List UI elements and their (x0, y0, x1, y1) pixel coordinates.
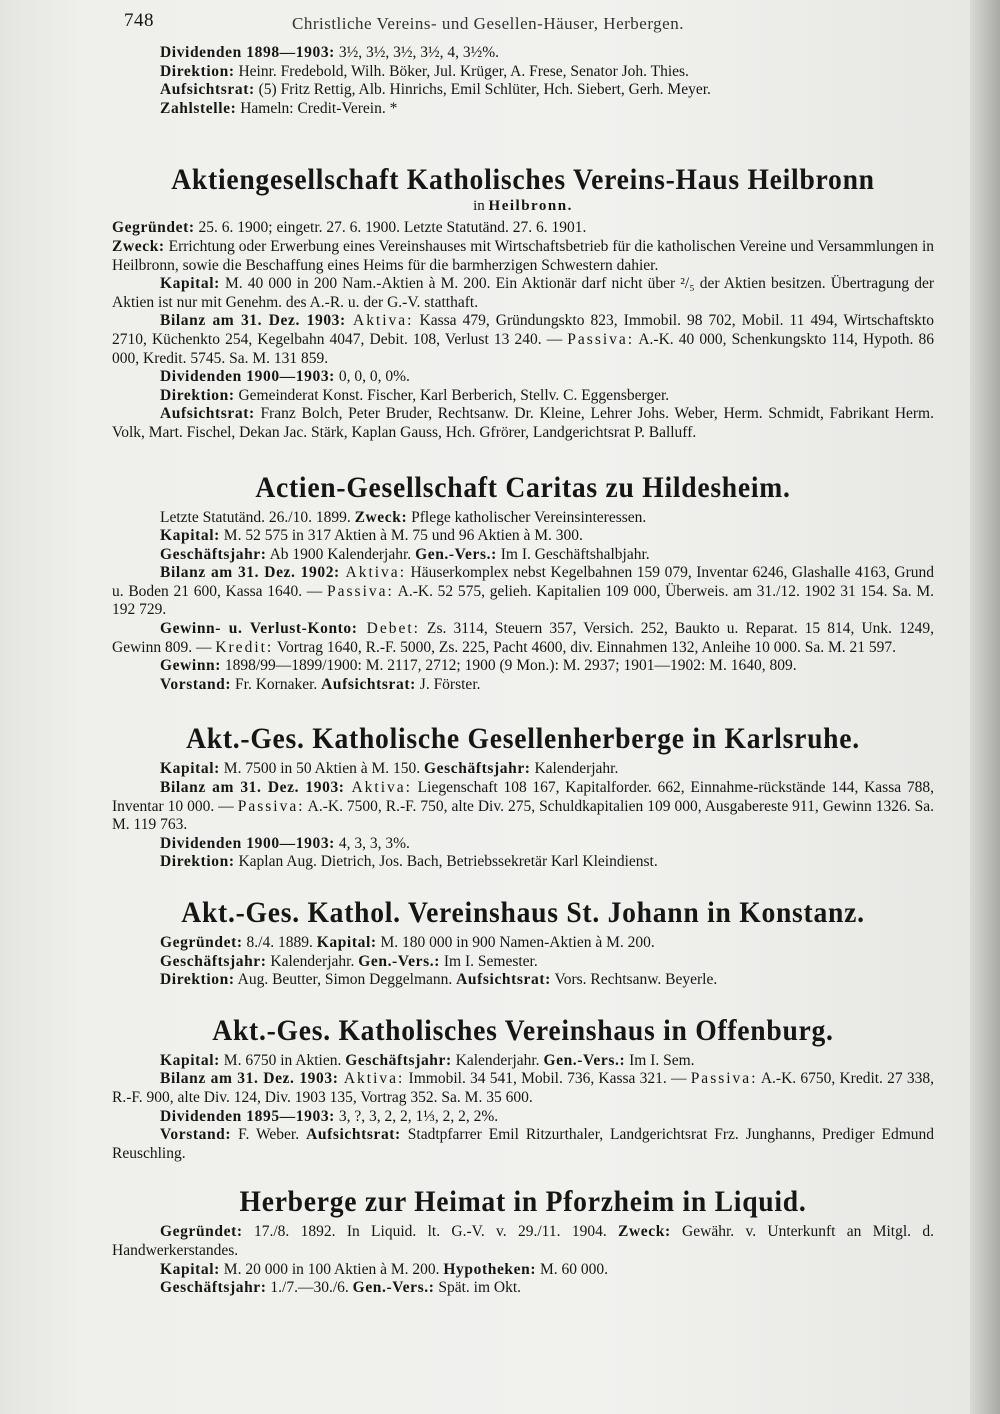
spaced-label: Aktiva: (338, 1070, 405, 1088)
field-label: Direktion: (160, 62, 235, 80)
field-text: Gewähr. v. Unterkunft an Mitgl. d. Handwerkerstandes. (112, 1223, 934, 1259)
field-text: M. 6750 in Aktien. (219, 1051, 346, 1069)
entry-paragraph (112, 676, 934, 695)
entry-paragraph (112, 853, 934, 872)
entry-paragraph (112, 835, 934, 854)
field-text: 1./7.—30./6. (266, 1279, 353, 1297)
entry-paragraph (112, 1223, 934, 1260)
field-label: Kapital: (160, 760, 220, 778)
field-label: Kapital: (316, 934, 377, 951)
entry-paragraph (112, 1070, 934, 1107)
spaced-label: Debet: (357, 620, 420, 638)
field-label: Bilanz am 31. Dez. 1903: (160, 312, 346, 330)
field-text: M. 180 000 in 900 Namen-Aktien à M. 200. (376, 934, 655, 951)
entry-paragraph (112, 368, 934, 387)
field-label: Zweck: (112, 237, 165, 255)
field-label: Zweck: (618, 1223, 671, 1241)
field-label: Geschäftsjahr: (160, 1279, 267, 1297)
entry-paragraph (112, 546, 934, 565)
entry-pforzheim (112, 1185, 934, 1297)
field-text: Kalenderjahr. (530, 760, 619, 778)
field-text: Im I. Semester. (440, 952, 538, 970)
entry-hameln-continued (112, 44, 934, 118)
field-text: A.-K. 7500, R.-F. 750, alte Div. 275, Schuldkapitalien 109 000, Ausgabereste 911, Gewinn 1326. Sa. M. 119 763. (112, 797, 935, 834)
field-text: 1898/99—1899/1900: M. 2117, 2712; 1900 (9 Mon.): M. 2937; 1901—1902: M. 1640, 809. (221, 657, 797, 675)
entry-konstanz (112, 896, 934, 990)
field-text: Kalenderjahr. (451, 1051, 544, 1069)
entry-title: Actien-Gesellschaft Caritas zu Hildesheim. (255, 470, 791, 504)
entry-paragraph (112, 405, 934, 442)
field-text: (5) Fritz Rettig, Alb. Hinrichs, Emil Schlüter, Hch. Siebert, Gerh. Meyer. (254, 81, 711, 99)
field-text: M. 52 575 in 317 Aktien à M. 75 und 96 Aktien à M. 300. (219, 527, 583, 545)
subtitle-place: Heilbronn. (488, 198, 573, 215)
field-label: Bilanz am 31. Dez. 1902: (160, 564, 340, 582)
entry-title: Akt.-Ges. Kathol. Vereinshaus St. Johann in Konstanz. (181, 896, 865, 929)
field-text: Liegenschaft 108 167, Kapitalforder. 662, Einnahme-rückstände 144, Kassa 788, Inventar 10 000. — (112, 779, 934, 815)
field-label: Kapital: (160, 275, 220, 293)
entry-paragraph (112, 953, 934, 972)
field-text: 4, 3, 3, 3%. (334, 834, 410, 852)
entry-paragraph (112, 1126, 934, 1163)
spaced-label: Passiva: (237, 797, 305, 815)
field-label: Zahlstelle: (160, 99, 237, 117)
field-text: A.-K. 52 575, gelieh. Kapitalien 109 000, Überweis. am 31./12. 1902 31 154. Sa. M. 192 729. (112, 582, 934, 619)
field-text: 0, 0, 0, 0%. (334, 368, 410, 386)
spaced-label: Passiva: (690, 1070, 758, 1088)
field-label: Kapital: (160, 1260, 220, 1278)
field-label: Aufsichtsrat: (321, 675, 416, 693)
entry-paragraph (112, 620, 934, 657)
field-label: Aufsichtsrat: (160, 81, 255, 99)
field-label: Dividenden 1900—1903: (160, 834, 335, 852)
field-label: Gen.-Vers.: (543, 1051, 626, 1069)
field-text: F. Weber. (231, 1126, 307, 1144)
field-label: Aufsichtsrat: (160, 405, 255, 423)
field-label: Kapital: (160, 527, 220, 545)
entry-paragraph (112, 100, 934, 119)
field-label: Aufsichtsrat: (456, 971, 551, 989)
entry-paragraph (112, 527, 934, 546)
field-label: Geschäftsjahr: (160, 952, 267, 970)
field-label: Gen.-Vers.: (415, 545, 497, 563)
spaced-label: Aktiva: (345, 312, 414, 330)
field-label: Hypotheken: (443, 1260, 537, 1278)
field-text: 25. 6. 1900; eingetr. 27. 6. 1900. Letzte Statutänd. 27. 6. 1901. (194, 219, 587, 237)
entry-paragraph (112, 387, 934, 406)
field-text: Vors. Rechtsanw. Beyerle. (550, 971, 718, 989)
entry-paragraph (112, 1108, 934, 1127)
field-text: Aug. Beutter, Simon Deggelmann. (234, 971, 457, 989)
spaced-label: Aktiva: (344, 779, 412, 797)
field-text: Errichtung oder Erwerbung eines Vereinshauses mit Wirtschaftsbetrieb für die katholischen Vereine und Versammlungen in Heilbronn, sowie die Beschaffung eines Heims für die barmherzigen Schwestern dahier. (112, 237, 934, 274)
field-label: Zweck: (354, 508, 408, 526)
entry-karlsruhe (112, 722, 934, 872)
field-text: J. Förster. (415, 675, 481, 693)
entry-paragraph (112, 219, 934, 238)
running-title: Christliche Vereins- und Gesellen-Häuser, Herbergen. (292, 14, 684, 33)
entry-paragraph (112, 312, 934, 368)
field-label: Bilanz am 31. Dez. 1903: (160, 1070, 339, 1088)
field-label: Direktion: (160, 853, 235, 871)
field-text: 3, ?, 3, 2, 2, 1⅓, 2, 2, 2%. (334, 1107, 499, 1125)
field-text: Häuserkomplex nebst Kegelbahnen 159 079, Inventar 6246, Glashalle 4163, Grund u. Boden 21 600, Kassa 1640. — (112, 564, 934, 600)
field-text: Vortrag 1640, R.-F. 5000, Zs. 225, Pacht 4600, div. Einnahmen 132, Anleihe 10 000. Sa. M. 21 597. (273, 638, 896, 656)
field-text: M. 20 000 in 100 Aktien à M. 200. (219, 1260, 444, 1278)
field-text: Pflege katholischer Vereinsinteressen. (407, 508, 647, 526)
field-text: Kassa 479, Gründungskto 823, Immobil. 98 702, Mobil. 11 494, Wirtschaftskto 2710, Küchenkto 254, Kegelbahn 4047, Debit. 108, Verlust 13 240. — (112, 312, 934, 348)
field-text: M. 7500 in 50 Aktien à M. 150. (219, 760, 425, 778)
field-text: Franz Bolch, Peter Bruder, Rechtsanw. Dr. Kleine, Lehrer Johs. Weber, Herm. Schmidt, Fabrikant Herm. Volk, Mart. Fischel, Dekan Jac. Stärk, Kaplan Gauss, Hch. Gfrörer, Landgerichtsrat P. Balluff. (112, 405, 934, 441)
entry-paragraph (112, 1261, 934, 1280)
field-label: Geschäftsjahr: (160, 545, 267, 563)
entry-paragraph (112, 657, 934, 676)
field-label: Aufsichtsrat: (306, 1126, 401, 1144)
field-label: Gewinn: (160, 657, 222, 675)
spaced-label: Passiva: (327, 582, 394, 600)
page-number: 748 (124, 10, 154, 31)
field-label: Gewinn- u. Verlust-Konto: (160, 620, 358, 638)
field-text: Gemeinderat Konst. Fischer, Karl Berberich, Stellv. C. Eggensberger. (234, 386, 670, 404)
field-label: Dividenden 1895—1903: (160, 1107, 335, 1125)
field-text: 17./8. 1892. In Liquid. lt. G.-V. v. 29./11. 1904. (242, 1223, 619, 1241)
entry-paragraph (112, 760, 934, 779)
field-label: Gen.-Vers.: (358, 952, 441, 970)
field-label: Dividenden 1898—1903: (160, 44, 335, 61)
field-text: Im I. Geschäftshalbjahr. (496, 545, 650, 563)
entry-title: Akt.-Ges. Katholische Gesellenherberge in Karlsruhe. (186, 722, 860, 756)
field-label: Vorstand: (160, 675, 232, 693)
entry-paragraph (112, 275, 934, 312)
field-label: Direktion: (160, 386, 235, 404)
field-text: Fr. Kornaker. (231, 675, 322, 693)
field-label: Kapital: (160, 1051, 220, 1069)
field-text: 3½, 3½, 3½, 3½, 4, 3½%. (334, 44, 499, 61)
field-text: Immobil. 34 541, Mobil. 736, Kassa 321. — (404, 1070, 691, 1088)
field-text: A.-K. 6750, Kredit. 27 338, R.-F. 900, alte Div. 124, Div. 1903 135, Vortrag 352. Sa. M. 35 600. (112, 1070, 934, 1106)
entry-paragraph (112, 238, 934, 275)
field-text: Ab 1900 Kalenderjahr. (266, 545, 416, 563)
field-text: Kalenderjahr. (266, 952, 359, 970)
field-text: Kaplan Aug. Dietrich, Jos. Bach, Betriebssekretär Karl Kleindienst. (234, 853, 658, 871)
field-label: Gegründet: (160, 1223, 243, 1241)
entry-subtitle (112, 197, 934, 215)
entry-hildesheim (112, 471, 934, 695)
entry-heilbronn (112, 163, 934, 442)
field-text: A.-K. 40 000, Schenkungskto 114, Hypoth. 86 000, Kredit. 5745. Sa. M. 131 859. (112, 330, 935, 367)
page-header (112, 8, 934, 44)
field-text: Letzte Statutänd. 26./10. 1899. (160, 508, 355, 526)
field-label: Dividenden 1900—1903: (160, 368, 335, 386)
spaced-label: Passiva: (567, 330, 635, 348)
entry-offenburg (112, 1014, 934, 1164)
field-label: Geschäftsjahr: (424, 760, 531, 778)
field-label: Direktion: (160, 971, 235, 989)
entry-paragraph (112, 1052, 934, 1071)
entry-paragraph (112, 63, 934, 82)
entry-paragraph (112, 564, 934, 620)
field-text: Zs. 3114, Steuern 357, Versich. 252, Baukto u. Reparat. 15 814, Unk. 1249, Gewinn 809. — (112, 620, 934, 656)
field-text: Heinr. Fredebold, Wilh. Böker, Jul. Krüger, A. Frese, Senator Joh. Thies. (234, 62, 689, 80)
field-label: Vorstand: (160, 1126, 232, 1144)
field-label: Geschäftsjahr: (345, 1051, 452, 1069)
entry-paragraph (112, 81, 934, 100)
entry-paragraph (112, 44, 934, 63)
entry-title: Herberge zur Heimat in Pforzheim in Liquid. (239, 1185, 807, 1219)
entry-paragraph (112, 509, 934, 528)
field-label: Gen.-Vers.: (352, 1279, 435, 1297)
field-text: Spät. im Okt. (434, 1279, 522, 1297)
field-text: Im I. Sem. (625, 1051, 695, 1069)
field-label: Gegründet: (112, 219, 195, 237)
entry-paragraph (112, 779, 934, 835)
field-text: M. 40 000 in 200 Nam.-Aktien à M. 200. Ein Aktionär darf nicht über ²/₅ der Aktien besitzen. Übertragung der Aktien ist nur mit Genehm. des A.-R. u. der G.-V. statthaft. (112, 275, 934, 311)
entry-paragraph (112, 934, 934, 953)
field-text: 8./4. 1889. (242, 934, 317, 951)
field-text: Hameln: Credit-Verein. * (236, 99, 398, 117)
field-text: Stadtpfarrer Emil Ritzurthaler, Landgerichtsrat Frz. Junghanns, Prediger Edmund Reuschling. (112, 1126, 934, 1162)
field-text: M. 60 000. (536, 1260, 609, 1278)
spaced-label: Aktiva: (339, 564, 406, 582)
spaced-label: Kredit: (215, 638, 274, 656)
entry-paragraph (112, 1279, 934, 1298)
entry-title: Aktiengesellschaft Katholisches Vereins-Haus Heilbronn (171, 163, 875, 197)
field-label: Bilanz am 31. Dez. 1903: (160, 779, 345, 797)
subtitle-prefix: in (473, 198, 489, 215)
field-label: Gegründet: (160, 934, 243, 951)
page-binding-edge (970, 0, 1000, 1414)
entry-title: Akt.-Ges. Katholisches Vereinshaus in Offenburg. (212, 1013, 834, 1047)
entry-paragraph (112, 971, 934, 990)
